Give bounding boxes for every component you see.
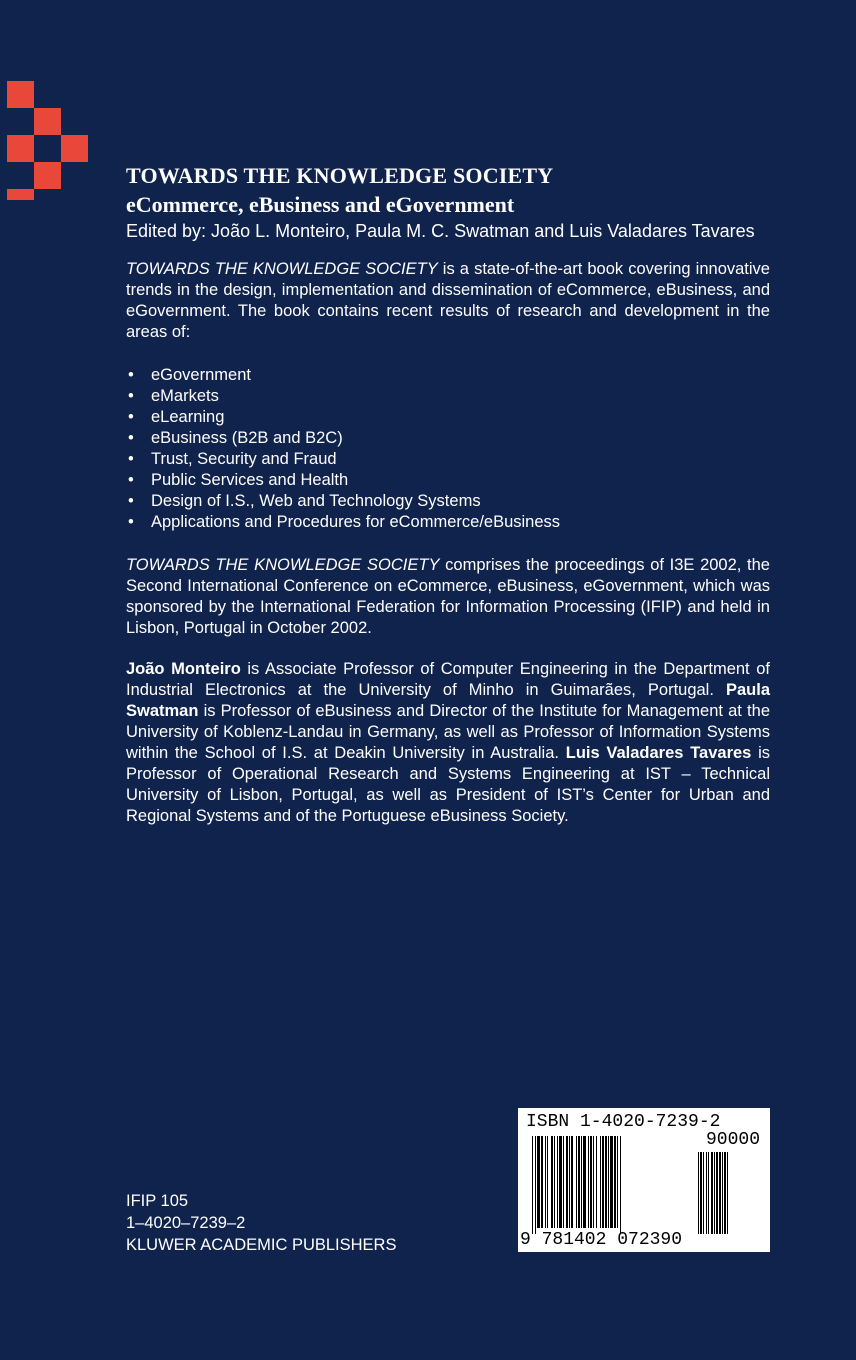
- barcode-bar: [578, 1136, 580, 1228]
- barcode-bar: [559, 1136, 562, 1228]
- barcode-bar: [620, 1136, 621, 1234]
- barcode-bar: [588, 1136, 589, 1228]
- barcode-isbn-label: ISBN 1-4020-7239-2: [526, 1112, 721, 1132]
- isbn-barcode: [518, 1108, 770, 1252]
- logo-square: [7, 81, 34, 108]
- barcode-addon-bar: [722, 1152, 723, 1234]
- barcode-addon-bar: [708, 1152, 709, 1234]
- logo-square: [34, 108, 61, 135]
- logo-square: [7, 189, 34, 200]
- barcode-bar: [608, 1136, 609, 1228]
- barcode-bar: [571, 1136, 573, 1228]
- barcode-bar: [600, 1136, 601, 1228]
- barcode-bar: [551, 1136, 553, 1228]
- list-item: • eGovernment: [128, 366, 251, 384]
- publisher-logo: [0, 0, 100, 200]
- publisher-name: KLUWER ACADEMIC PUBLISHERS: [126, 1236, 397, 1254]
- barcode-bar: [566, 1136, 568, 1228]
- barcode-bar: [532, 1136, 533, 1234]
- barcode-addon-bar: [706, 1152, 707, 1234]
- bio-name-tavares: Luis Valadares Tavares: [565, 744, 752, 762]
- book-title: TOWARDS THE KNOWLEDGE SOCIETY: [126, 163, 554, 188]
- imprint-isbn: 1–4020–7239–2: [126, 1214, 246, 1232]
- barcode-bar: [537, 1136, 540, 1228]
- barcode-bar: [614, 1136, 616, 1228]
- list-item: • Applications and Procedures for eCommerce/eBusiness: [128, 513, 561, 531]
- intro-paragraph: [126, 259, 770, 343]
- imprint: [126, 1190, 396, 1256]
- barcode-addon-bar: [714, 1152, 715, 1234]
- barcode-bar: [576, 1136, 577, 1228]
- list-item: • Trust, Security and Fraud: [128, 450, 337, 468]
- list-item: • eBusiness (B2B and B2C): [128, 429, 343, 447]
- barcode-bar: [617, 1136, 618, 1228]
- barcode-bar: [596, 1136, 597, 1228]
- barcode-bar: [602, 1136, 604, 1228]
- logo-square: [7, 135, 34, 162]
- barcode-bar: [581, 1136, 582, 1228]
- book-subtitle: eCommerce, eBusiness and eGovernment: [126, 192, 515, 217]
- logo-square: [61, 135, 88, 162]
- list-item: • Public Services and Health: [128, 471, 349, 489]
- barcode-bar: [541, 1136, 543, 1228]
- barcode-addon-bar: [727, 1152, 728, 1234]
- list-item: • eMarkets: [128, 387, 219, 405]
- barcode-addon-bar: [719, 1152, 721, 1234]
- bios-paragraph: João Monteiro is Associate Professor of Computer Engineering in the Department of Industrial Electronics at the University of Minho in Guimarães, Portugal. Paula Swatman is Professor of eBusiness and Director of the Institute for Management at the University of Koblenz-Landau in Germany, as well as Professor of Information Systems within the School of I.S. at Deakin University in Australia. Luis Valadares Tavares is Professor of Operational Research and Systems Engineering at IST – Technical University of Lisbon, Portugal, as well as President of IST’s Center for Urban and Regional Systems and of the Portuguese eBusiness Society.: [126, 660, 771, 825]
- back-cover-content: [126, 163, 770, 827]
- logo-square: [34, 162, 61, 189]
- barcode-addon-bar: [711, 1152, 713, 1234]
- intro-text: is a state-of-the-art book covering innovative trends in the design, implementation and dissemination of eCommerce, eBusiness, and eGovernment. The book contains recent results of research and development in the areas of:: [126, 260, 770, 341]
- bio-name-monteiro: João Monteiro: [126, 660, 241, 678]
- barcode-bar: [610, 1136, 613, 1228]
- areas-list: [126, 365, 770, 533]
- barcode-addon-bar: [703, 1152, 704, 1234]
- series-number: IFIP 105: [126, 1192, 189, 1210]
- barcode-bar: [593, 1136, 594, 1228]
- barcode-bar: [590, 1136, 592, 1228]
- bio-name-swatman: Paula Swatman: [126, 681, 770, 720]
- barcode-ean-number: 9 781402 072390: [520, 1230, 683, 1250]
- barcode-bar: [583, 1136, 586, 1228]
- editors-line: Edited by: João L. Monteiro, Paula M. C. Swatman and Luis Valadares Tavares: [126, 221, 755, 241]
- proceedings-book-title: TOWARDS THE KNOWLEDGE SOCIETY: [126, 556, 440, 574]
- barcode-bar: [557, 1136, 558, 1228]
- intro-book-title: TOWARDS THE KNOWLEDGE SOCIETY: [126, 260, 438, 278]
- barcode-bar: [569, 1136, 570, 1228]
- proceedings-paragraph: [126, 555, 770, 639]
- barcode-bar: [563, 1136, 564, 1228]
- barcode-addon-bar: [700, 1152, 702, 1234]
- barcode-addon-bar: [724, 1152, 726, 1234]
- barcode-bar: [547, 1136, 548, 1228]
- barcode-bar: [605, 1136, 607, 1228]
- barcode-addon-bar: [716, 1152, 718, 1234]
- barcode-bar: [545, 1136, 546, 1228]
- list-item: • eLearning: [128, 408, 225, 426]
- proceedings-text: comprises the proceedings of I3E 2002, the Second International Conference on eCommerce, eBusiness, eGovernment, which was sponsored by the International Federation for Information Processing (IFIP) and held in Lisbon, Portugal in October 2002.: [126, 556, 770, 637]
- barcode-addon-number: 90000: [705, 1130, 760, 1150]
- barcode-bar: [535, 1136, 536, 1234]
- barcode-addon-bar: [698, 1152, 699, 1234]
- barcode-bar: [554, 1136, 555, 1228]
- list-item: • Design of I.S., Web and Technology Systems: [128, 492, 481, 510]
